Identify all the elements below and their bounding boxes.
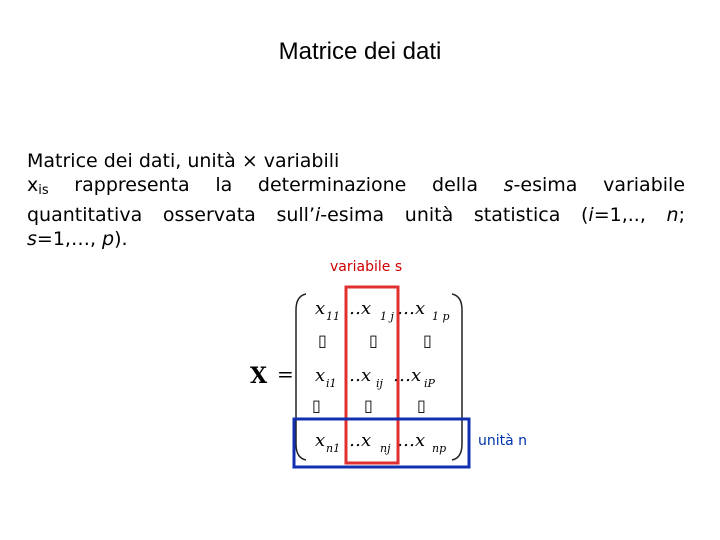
line3-text-c: =1,.., bbox=[593, 204, 667, 226]
variable-s-label: variabile s bbox=[330, 259, 403, 275]
s-symbol: s bbox=[503, 174, 514, 196]
sub-n1: n1 bbox=[326, 442, 341, 455]
line3-text-a: quantitativa osservata sull’ bbox=[27, 204, 315, 226]
entry-xij: …x bbox=[343, 365, 372, 386]
entry-xn1: x bbox=[315, 430, 326, 451]
entry-xi1: x bbox=[315, 365, 326, 386]
line1-text: Matrice dei dati, unità × variabili bbox=[27, 150, 340, 172]
n-symbol: n bbox=[666, 204, 679, 226]
ellipsis-glyph: ▯ bbox=[312, 396, 321, 415]
matrix-equals: = bbox=[277, 362, 294, 386]
i-symbol: i bbox=[314, 204, 321, 226]
slide-title: Matrice dei dati bbox=[278, 38, 442, 65]
p-symbol: p bbox=[102, 228, 115, 250]
unit-n-label: unità n bbox=[478, 433, 528, 449]
x-symbol: x bbox=[27, 174, 39, 196]
placeholder-row-b bbox=[312, 396, 426, 415]
entry-xnj: …x bbox=[343, 430, 372, 451]
matrix-row-n bbox=[315, 430, 446, 455]
line3-text-b: -esima unità statistica ( bbox=[320, 204, 589, 226]
i-symbol-2: i bbox=[588, 204, 594, 226]
sub-ij: ij bbox=[376, 377, 383, 390]
ellipsis-glyph: ▯ bbox=[364, 396, 373, 415]
placeholder-row-a bbox=[318, 331, 432, 350]
ellipsis-glyph: ▯ bbox=[423, 331, 432, 350]
sub-np: np bbox=[432, 442, 447, 455]
ellipsis-glyph: ▯ bbox=[318, 331, 327, 350]
matrix-row-i bbox=[315, 365, 436, 390]
left-bracket bbox=[296, 294, 306, 460]
sub-nj: nj bbox=[380, 442, 391, 455]
line2-text-a: rappresenta la determinazione della bbox=[48, 174, 504, 196]
sub-1p: 1 p bbox=[432, 310, 450, 323]
s-symbol-2: s bbox=[27, 228, 37, 250]
sub-11: 11 bbox=[326, 310, 340, 323]
line4-text-a: =1,…, bbox=[36, 228, 103, 250]
entry-x11: x bbox=[315, 298, 326, 319]
sub-iP: iP bbox=[424, 377, 435, 390]
ellipsis-glyph: ▯ bbox=[369, 331, 378, 350]
line2-text-b: -esima variabile bbox=[513, 174, 686, 196]
entry-xiP: …x bbox=[393, 365, 422, 386]
matrix-name: X bbox=[250, 363, 268, 389]
line3-text-d: ; bbox=[678, 204, 685, 226]
is-subscript: is bbox=[38, 183, 49, 198]
entry-xnp: …x bbox=[397, 430, 426, 451]
ellipsis-glyph: ▯ bbox=[417, 396, 426, 415]
matrix-row-1 bbox=[315, 298, 450, 323]
sub-1j: 1 j bbox=[380, 310, 394, 323]
line4-text-b: ). bbox=[114, 228, 128, 250]
entry-x1j: …x bbox=[343, 298, 372, 319]
sub-i1: i1 bbox=[326, 377, 337, 390]
entry-x1p: …x bbox=[397, 298, 426, 319]
right-bracket bbox=[452, 294, 462, 460]
